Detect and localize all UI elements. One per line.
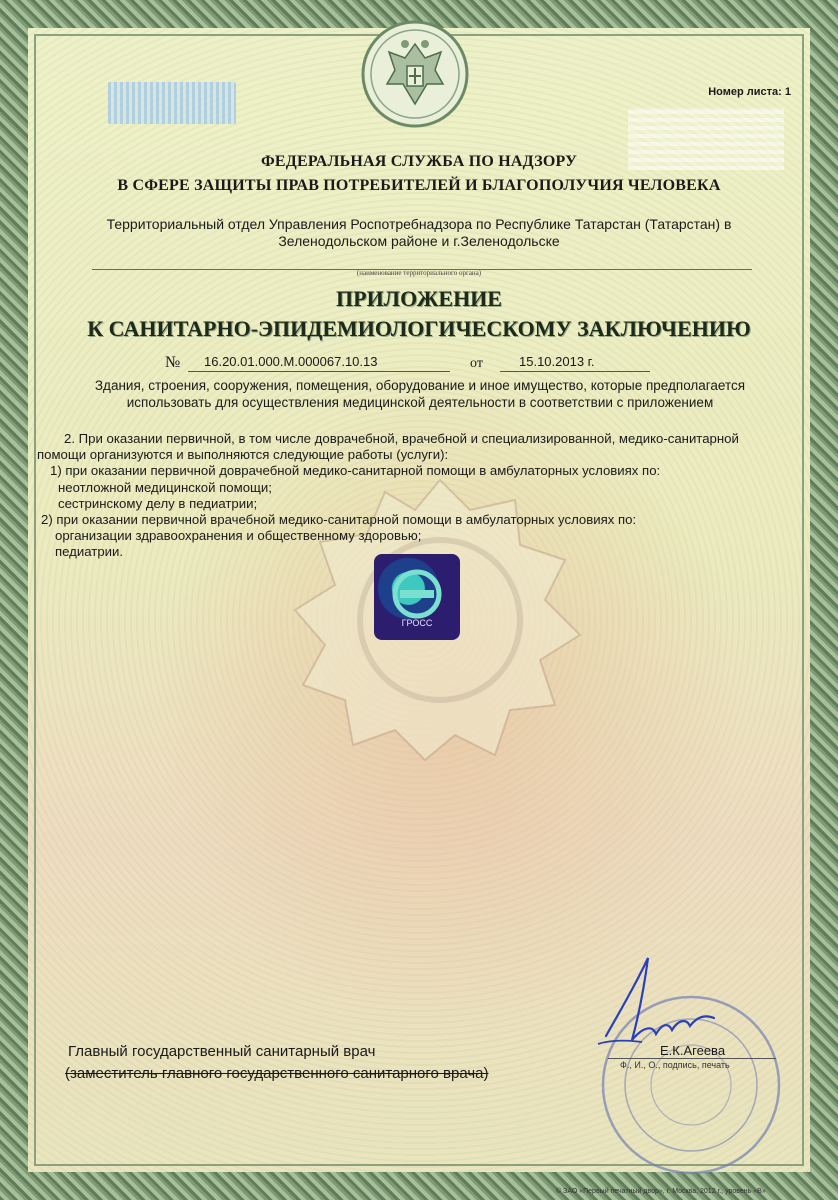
services-line: неотложной медицинской помощи; [58,479,272,495]
services-line: сестринскому делу в педиатрии; [58,495,258,511]
organ-caption: (наименование территориального органа) [356,269,482,277]
intro-text [55,377,785,411]
territorial-organ [60,216,778,250]
date-label: от [470,356,483,371]
signer-position: Главный государственный санитарный врач [68,1043,376,1060]
printer-footer: © ЗАО «Первый печатный двор», г. Москва, 2012 г., уровень «В» [556,1188,766,1195]
services-line: педиатрии. [55,544,124,560]
date-underline [500,371,650,372]
services-line: организации здравоохранения и общественному здоровью; [55,528,422,544]
territorial-organ-line2: Зеленодольском районе и г.Зеленодольске [278,233,560,249]
document-subtitle: К САНИТАРНО-ЭПИДЕМИОЛОГИЧЕСКОМУ ЗАКЛЮЧЕНИЮ [87,316,751,341]
hologram-sticker [374,554,460,640]
hologram-label: ГРОСС [401,618,433,628]
document-title: ПРИЛОЖЕНИЕ [336,286,502,311]
number-sign: № [165,354,181,371]
intro-line1: Здания, строения, сооружения, помещения, оборудование и иное имущество, которые предполагается [94,378,746,393]
agency-name-line1: ФЕДЕРАЛЬНАЯ СЛУЖБА ПО НАДЗОРУ [260,153,578,170]
number-underline [188,371,450,372]
services-line: 1) при оказании первичной доврачебной медико-санитарной помощи в амбулаторных условиях по: [50,463,661,479]
sheet-number: Номер листа: 1 [708,86,791,98]
conclusion-number-line [0,354,838,376]
services-list [37,431,807,561]
territorial-organ-line1: Территориальный отдел Управления Роспотребнадзора по Республике Татарстан (Татарстан) в [106,216,732,232]
intro-line2: использовать для осуществления медицинской деятельности в соответствии с приложением [126,395,714,410]
signer-underline [608,1058,776,1059]
conclusion-date: 15.10.2013 г. [519,354,595,369]
services-line: 2. При оказании первичной, в том числе доврачебной, врачебной и специализированной, медико-санитарной [64,431,739,446]
agency-name-line2: В СФЕРЕ ЗАЩИТЫ ПРАВ ПОТРЕБИТЕЛЕЙ И БЛАГОПОЛУЧИЯ ЧЕЛОВЕКА [117,177,721,194]
coat-of-arms-emblem [359,18,471,130]
security-hologram-strip [108,82,236,124]
services-line: 2) при оказании первичной врачебной медико-санитарной помощи в амбулаторных условиях по: [41,512,637,528]
signer-position-deputy: (заместитель главного государственного санитарного врача) [65,1065,489,1082]
conclusion-number: 16.20.01.000.М.000067.10.13 [204,354,378,369]
services-line: помощи организуются и выполняются следующие работы (услуги): [37,447,449,463]
signer-caption: Ф., И., О., подпись, печать [620,1060,730,1070]
signer-name: Е.К.Агеева [660,1043,726,1058]
